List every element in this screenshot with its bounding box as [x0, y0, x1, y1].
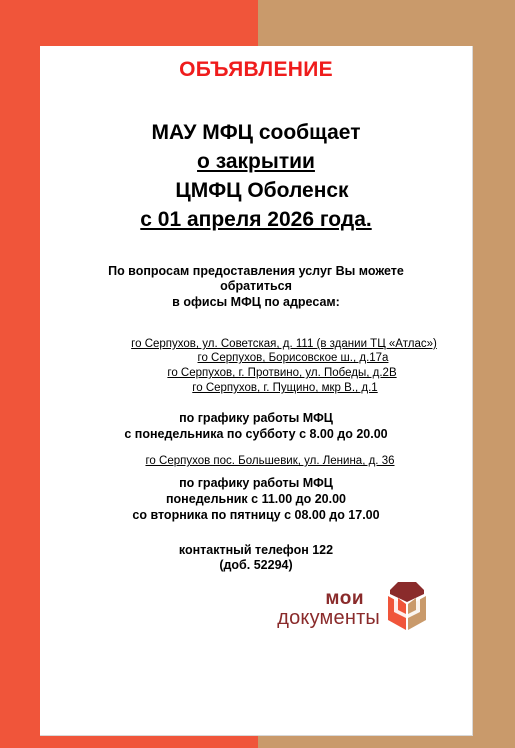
headline-line-3: ЦМФЦ Оболенск — [175, 179, 349, 202]
address-4: го Серпухов, г. Пущино, мкр В., д.1 — [192, 382, 378, 394]
contact-line-2: (доб. 52294) — [219, 558, 293, 572]
logo-document-icon — [384, 576, 430, 632]
headline-line-2-wrap — [40, 147, 472, 176]
schedule2-line-2: понедельник с 11.00 до 20.00 — [166, 492, 346, 506]
headline-line-1: МАУ МФЦ сообщает — [151, 121, 361, 144]
schedule2-line-3: со вторника по пятницу с 08.00 до 17.00 — [132, 508, 380, 522]
schedule2-line-1: по графику работы МФЦ — [179, 476, 333, 490]
address-2: го Серпухов, Борисовское ш., д.17а — [197, 352, 389, 364]
moi-dokumenty-logo — [246, 576, 436, 632]
address-5: го Серпухов пос. Большевик, ул. Ленина, д. 36 — [145, 455, 395, 467]
intro-line-3: в офисы МФЦ по адресам: — [172, 295, 340, 309]
logo-word-moi: мои — [325, 588, 364, 609]
schedule1-line-1: по графику работы МФЦ — [179, 411, 333, 425]
announcement-sheet — [40, 46, 473, 736]
intro-line-1: По вопросам предоставления услуг Вы можете — [108, 264, 404, 278]
schedule1-line-2: с понедельника по субботу с 8.00 до 20.00 — [124, 427, 388, 441]
address-1: го Серпухов, ул. Советская, д. 111 (в здании ТЦ «Атлас») — [131, 338, 437, 350]
logo-word-dokumenty: документы — [277, 607, 380, 629]
address-3: го Серпухов, г. Протвино, ул. Победы, д.2В — [167, 367, 397, 379]
headline-line-4: с 01 апреля 2026 года. — [140, 208, 372, 231]
intro-line-2: обратиться — [220, 279, 292, 293]
headline-line-4-wrap — [40, 205, 472, 234]
contact-line-1: контактный телефон 122 — [178, 543, 334, 557]
headline-line-2: о закрытии — [197, 150, 315, 173]
announcement-title: ОБЪЯВЛЕНИЕ — [179, 58, 333, 81]
